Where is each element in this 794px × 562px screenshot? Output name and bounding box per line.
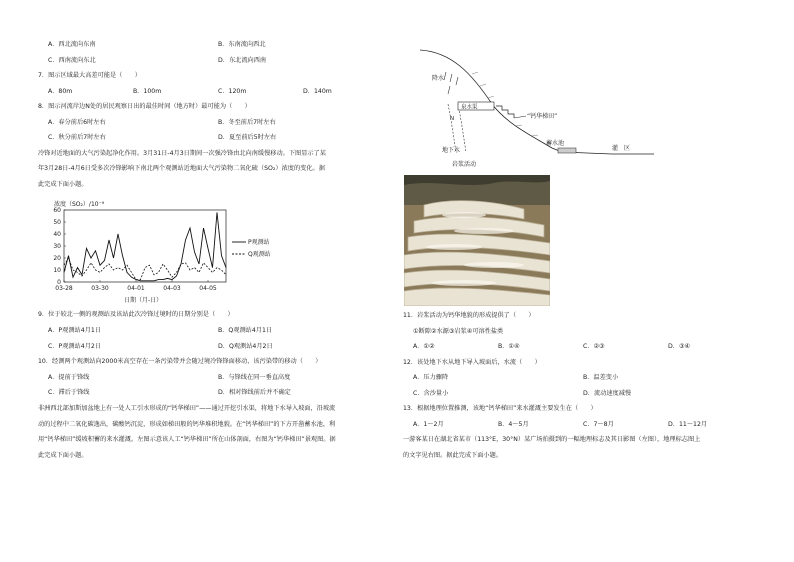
q9-option-b: B．Q观测站4月1日: [218, 327, 273, 334]
svg-text:N: N: [450, 116, 455, 122]
q8-option-b: B．冬至前后7时左右: [218, 119, 276, 126]
intro1-line1: 冷锋对近地面的大气污染起净化作用。3月31日-4月3日期间一次强冷锋由北向南缓慢移动。下图显示了某: [38, 150, 326, 157]
x-tick-label: 03-30: [91, 285, 109, 292]
q11-option-c: C．②③: [583, 343, 605, 350]
q10-option-d: D．相对锋线前后并不确定: [218, 389, 291, 396]
q9-option-d: D．Q观测站4月2日: [218, 343, 273, 350]
x-tick-label: 04-03: [163, 285, 181, 292]
q7-stem: 7．图示区域最大高差可能是（ ）: [38, 72, 141, 79]
legend-label: P观测站: [248, 239, 270, 246]
series-line-q: [64, 258, 226, 280]
q10-option-a: A．提前于锋线: [48, 374, 90, 381]
y-tick-label: 0: [57, 279, 61, 286]
series-line-p: [64, 212, 226, 280]
q9-stem: 9．位于较北一侧的观测站及该站此次冷锋过境时的日期分别是（ ）: [38, 311, 234, 318]
q6-option-c: C．西南流向东北: [48, 57, 96, 64]
intro3-line1: 一游客某日在湖北省某市（113°E，30°N）某广场拍摄到的一幅地理标志及其日影图（左图），地理标志图上: [403, 436, 701, 443]
q7-option-a: A．80m: [48, 88, 73, 95]
q10-option-c: C．滞后于锋线: [48, 389, 90, 396]
label-terrace: “钙华梯田”: [527, 113, 558, 120]
q6-option-b: B．东南流向西北: [218, 41, 266, 48]
q7-option-b: B．100m: [133, 88, 162, 95]
q12-option-a: A．压力骤降: [413, 374, 449, 381]
label-groundwater: 地下水: [442, 147, 461, 154]
y-tick-label: 10: [53, 267, 61, 274]
q8-option-a: A．春分前后6时左右: [48, 119, 106, 126]
y-tick-label: 50: [53, 219, 61, 226]
intro2-line3: 用“钙华梯田”缓坡积蓄的来水灌溉。左图示意该人工“钙华梯田”所在山体剖面，右图为“钙华梯田”景观图。据: [38, 436, 336, 443]
q13-option-a: A．1～2月: [413, 421, 444, 428]
intro2-line2: 动的过程中二氧化碳逸出，碳酸钙沉淀，形成如梯田般的钙华堆积地貌。在“钙华梯田”的下方开凿蓄水池，利: [38, 421, 336, 428]
x-tick-label: 04-05: [199, 285, 217, 292]
x-tick-label: 04-01: [127, 285, 145, 292]
q11-items: ①断隙②水源③岩浆④可溶性盐类: [413, 328, 504, 335]
q7-option-c: C．120m: [218, 88, 247, 95]
y-tick-label: 60: [53, 207, 61, 214]
label-magma: 岩浆活动: [452, 161, 477, 168]
q12-option-b: B．温差变小: [583, 374, 619, 381]
q8-option-d: D．夏至前后5时左右: [218, 134, 277, 141]
q6-option-a: A．西北流向东南: [48, 41, 96, 48]
chart-ylabel: 浓度（SO₂）/10⁻⁹: [54, 201, 105, 208]
travertine-terrace-photo: [404, 175, 550, 306]
so2-line-chart: [40, 196, 300, 304]
q8-option-c: C．秋分前后7时左右: [48, 134, 106, 141]
q11-option-b: B．①④: [498, 343, 520, 350]
legend-label: Q观测站: [248, 251, 271, 258]
y-tick-label: 20: [53, 255, 61, 262]
q12-stem: 12．该处地下水从地下导入坡面后，水流（ ）: [403, 359, 541, 366]
q11-stem: 11．岩浆活动为钙华地貌的形成提供了（ ）: [403, 312, 535, 319]
travertine-profile-diagram: [412, 44, 662, 170]
intro1-line3: 此完成下面小题。: [38, 181, 88, 188]
intro2-line1: 非洲西北部加斯加盆地上有一处人工引水形成的“钙华梯田”——通过开挖引水渠，将地下水导入坡面，沿坡流: [38, 405, 336, 412]
q13-option-d: D．11～12月: [668, 421, 708, 428]
q12-option-d: D．流动速度减慢: [583, 390, 632, 397]
q13-option-b: B．4～5月: [498, 421, 529, 428]
x-tick-label: 03-28: [55, 285, 73, 292]
q12-option-c: C．含沙量小: [413, 390, 449, 397]
q10-option-b: B．与锋线在同一垂直高度: [218, 374, 291, 381]
intro2-line4: 此完成下面小题。: [38, 452, 88, 459]
q9-option-a: A．P观测站4月1日: [48, 327, 101, 334]
q9-option-c: C．P观测站4月2日: [48, 343, 102, 350]
q13-stem: 13．根据地理位置推测，该地“钙华梯田”来水灌溉主要发生在（ ）: [403, 405, 597, 412]
q6-option-d: D．东北流向西南: [218, 57, 267, 64]
intro3-line2: 的文字见右图。据此完成下面小题。: [403, 452, 502, 459]
label-irrigation: 灌 区: [612, 145, 631, 152]
q7-option-d: D．140m: [303, 88, 332, 95]
label-spring-channel: 泉水渠: [461, 104, 478, 111]
q8-stem: 8．图示河流岸边N处的居民观察日出的最佳时间（地方时）最可能为（ ）: [38, 103, 251, 110]
chart-xlabel: 日期（月-日）: [124, 297, 163, 304]
intro1-line2: 年3月28日-4月6日受多次冷锋影响下南北两个观测站近地面大气污染物二氧化硫（SO₂）浓度的变化。据: [38, 165, 325, 172]
q11-option-d: D．③④: [668, 343, 691, 350]
label-rain: 降水: [432, 75, 445, 82]
q10-stem: 10．经测两个观测站向2000米高空存在一条污染带并会随过境冷锋锋面移动，该污染带的移动（ ）: [38, 358, 322, 365]
label-pool: 蓄水池: [546, 140, 565, 147]
y-tick-label: 40: [53, 231, 61, 238]
q13-option-c: C．7～8月: [583, 421, 614, 428]
y-tick-label: 30: [53, 243, 61, 250]
q11-option-a: A．①②: [413, 343, 435, 350]
